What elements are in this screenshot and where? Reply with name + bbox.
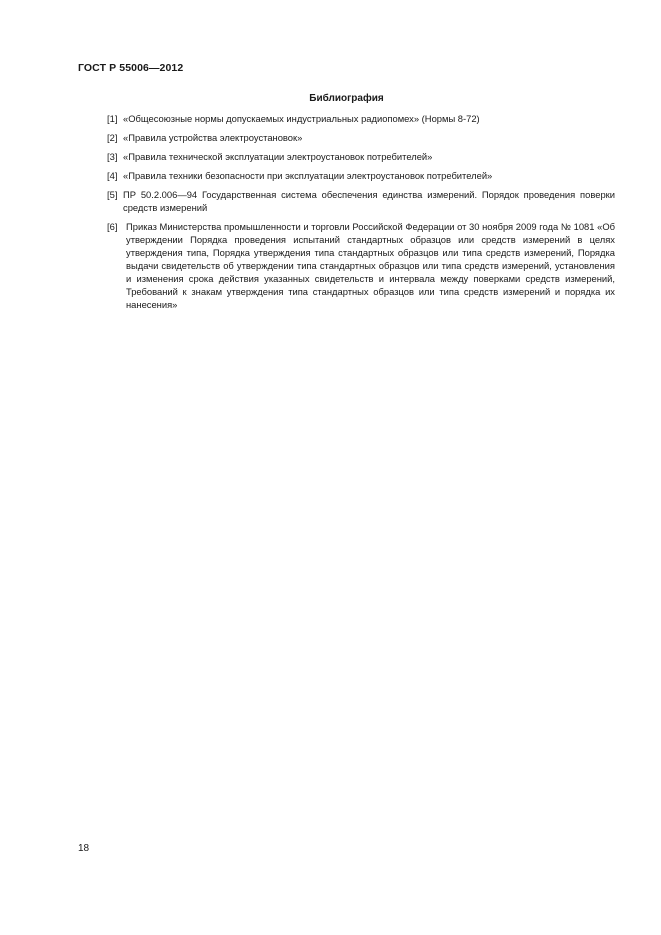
bibliography-entry — [107, 169, 615, 182]
bibliography-entry-text: «Общесоюзные нормы допускаемых индустриальных радиопомех» (Нормы 8-72) — [123, 113, 480, 124]
page-number: 18 — [78, 843, 90, 854]
bibliography-entry-number: [1] — [107, 113, 118, 124]
bibliography-entry-number: [4] — [107, 170, 118, 181]
section-title: Библиография — [309, 93, 384, 104]
bibliography-list — [107, 112, 615, 317]
bibliography-entry-text: ПР 50.2.006—94 Государственная система обеспечения единства измерений. Порядок проведения поверки средств измерений — [123, 189, 615, 213]
bibliography-entry-number: [3] — [107, 151, 118, 162]
bibliography-entry — [107, 188, 615, 214]
bibliography-entry-text: «Правила устройства электроустановок» — [123, 132, 303, 143]
bibliography-entry — [107, 112, 615, 125]
bibliography-entry — [107, 131, 615, 144]
bibliography-entry-text: Приказ Министерства промышленности и торговли Российской Федерации от 30 ноября 2009 года № 1081 «Об утверждении Порядка проведения испытаний стандартных образцов или средств измерений в целях утверждения типа, Порядка утверждения типа стандартных образцов или типа средств измерений, Порядка выдачи свидетельств об утверждении типа стандартных образцов или типа средств измерений, установления и изменения срока действия указанных свидетельств и интервала между поверками средств измерений, Требований к знакам утверждения типа стандартных образцов или типа средств измерений и порядка их нанесения» — [126, 221, 615, 310]
bibliography-entry-number: [2] — [107, 132, 118, 143]
bibliography-entry — [107, 220, 615, 311]
bibliography-entry-text: «Правила технической эксплуатации электроустановок потребителей» — [123, 151, 433, 162]
bibliography-entry-text: «Правила техники безопасности при эксплуатации электроустановок потребителей» — [123, 170, 493, 181]
bibliography-entry-number: [6] — [107, 221, 118, 232]
bibliography-entry-number: [5] — [107, 189, 118, 200]
bibliography-entry — [107, 150, 615, 163]
document-header: ГОСТ Р 55006—2012 — [78, 62, 184, 74]
